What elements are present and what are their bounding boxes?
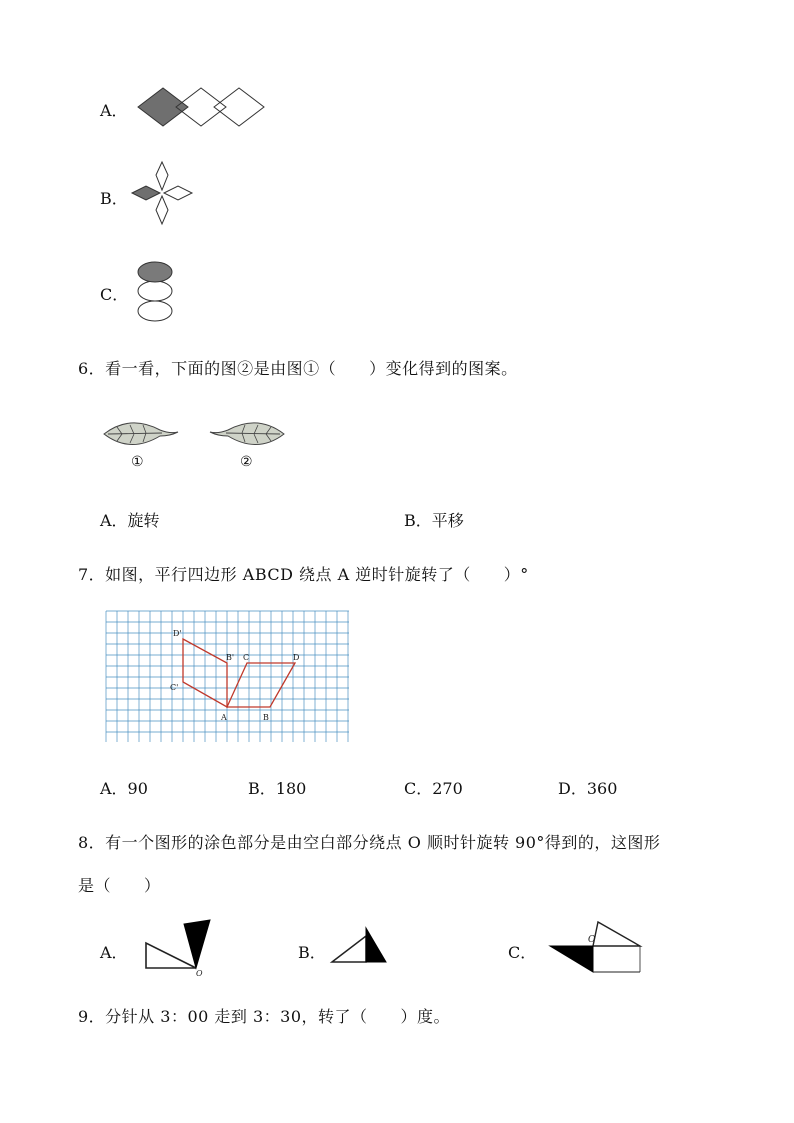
- leaf-figure-2: [208, 416, 288, 452]
- q7-option-d[interactable]: D．360: [558, 779, 618, 798]
- point-label-c: C: [243, 653, 250, 662]
- rotation-figure-a: [144, 918, 214, 978]
- point-label-d-prime: D': [173, 629, 182, 638]
- point-label-b: B: [263, 713, 269, 722]
- leaf-figure-1-label: ①: [131, 454, 144, 470]
- diamond-chain-figure: [136, 86, 266, 128]
- point-label-c-prime: C': [170, 683, 179, 692]
- q8-stem-line2: 是（ ）: [78, 876, 161, 895]
- rotation-figure-b: [330, 924, 390, 966]
- q7-stem: 7．如图，平行四边形 ABCD 绕点 A 逆时针旋转了（ ）°: [78, 565, 529, 584]
- q6-option-b[interactable]: B．平移: [404, 511, 464, 530]
- point-o-label-c: O: [588, 935, 596, 945]
- q8-option-a-label: A．: [100, 943, 128, 962]
- leaf-figure-2-label: ②: [240, 454, 253, 470]
- q7-option-b[interactable]: B．180: [248, 779, 307, 798]
- point-label-b-prime: B': [226, 653, 235, 662]
- parallelogram-abcd: [227, 663, 295, 707]
- point-o-label: O: [196, 969, 203, 978]
- q8-option-b-label: B．: [298, 943, 326, 962]
- q5-option-c-label: C．: [100, 285, 129, 304]
- rotation-grid-figure: [105, 610, 351, 743]
- q8-stem-line1: 8．有一个图形的涂色部分是由空白部分绕点 O 顺时针旋转 90°得到的，这图形: [78, 833, 661, 852]
- four-petal-figure: [130, 160, 196, 226]
- q5-option-b-label: B．: [100, 189, 128, 208]
- q6-option-a[interactable]: A．旋转: [100, 511, 160, 530]
- q7-option-a[interactable]: A．90: [100, 779, 148, 798]
- q7-option-c[interactable]: C．270: [404, 779, 463, 798]
- q9-stem: 9．分针从 3：00 走到 3：30，转了（ ）度。: [78, 1007, 451, 1026]
- point-label-d: D: [293, 653, 300, 662]
- stacked-ellipses-figure: [136, 260, 176, 324]
- q8-option-c-label: C．: [508, 943, 537, 962]
- q5-option-a-label: A．: [100, 101, 128, 120]
- q6-stem: 6．看一看，下面的图②是由图①（ ）变化得到的图案。: [78, 359, 518, 378]
- rotation-figure-c: [548, 918, 644, 976]
- leaf-figure-1: [100, 416, 180, 452]
- point-label-a: A: [221, 713, 227, 722]
